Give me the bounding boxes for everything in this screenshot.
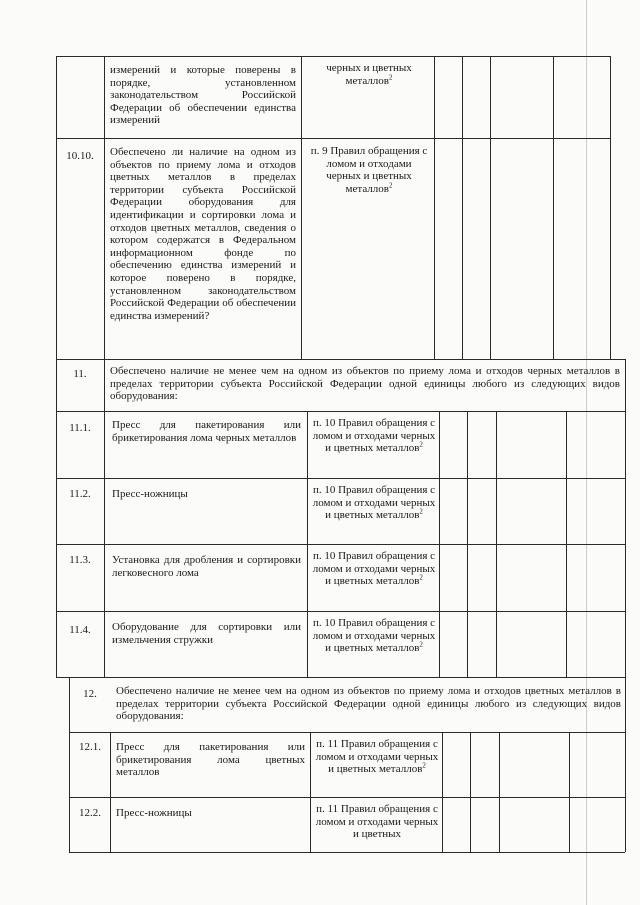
table-border [56,611,625,612]
table-border [625,677,626,852]
row-number: 11.3. [69,554,91,566]
row-text: Обеспечено наличие не менее чем на одном из объектов по приему лома и отходов цветных металлов в пределах территории субъекта Российской Федерации одной единицы любого из следующих видов оборудования: [116,685,621,723]
row-number: 11.1. [69,422,91,434]
table-border [462,56,463,359]
table-border [110,732,111,852]
row-reference: п. 10 Правил обращения с ломом и отходами черных и цветных металлов$^2$ [312,484,436,522]
table-border [104,56,105,359]
table-border [439,411,440,677]
row-text: Пресс для пакетирования или брикетирования лома черных металлов [112,419,301,444]
table-border [569,732,570,852]
table-border [104,411,105,677]
row-number: 11.4. [69,624,91,636]
table-border [56,359,625,360]
row-number: 11. [73,368,87,380]
table-border [434,56,435,359]
row-number: 12.1. [79,741,101,753]
row-reference: п. 11 Правил обращения с ломом и отходами черных и цветных металлов$^2$ [315,738,439,776]
table-border [56,56,610,57]
row-text: Пресс-ножницы [112,488,188,500]
table-border [310,732,311,852]
row-text: измерений и которые поверены в порядке, установленном законодательством Российской Федерации об обеспечении единства измерений [110,64,296,127]
table-border [69,677,70,852]
row-text: Установка для дробления и сортировки легковесного лома [112,554,301,579]
row-reference: черных и цветных металлов$^2$ [326,62,412,87]
row-reference: п. 9 Правил обращения с ломом и отходами черных и цветных металлов$^2$ [310,145,428,195]
table-border [442,732,443,852]
table-border [496,411,497,677]
table-border [470,732,471,852]
row-number: 11.2. [69,488,91,500]
row-reference: п. 10 Правил обращения с ломом и отходами черных и цветных металлов$^2$ [312,417,436,455]
row-text: Пресс для пакетирования или брикетирования лома цветных металлов [116,741,305,779]
table-border [499,732,500,852]
table-border [490,56,491,359]
table-border [553,56,554,359]
table-border [610,56,611,359]
row-reference: п. 10 Правил обращения с ломом и отходами черных и цветных металлов$^2$ [312,617,436,655]
table-border [104,359,105,411]
row-reference: п. 11 Правил обращения с ломом и отходами черных и цветных [315,803,439,841]
table-border [301,56,302,359]
table-border [625,359,626,677]
table-border [56,56,57,359]
table-border [69,732,625,733]
row-text: Обеспечено наличие не менее чем на одном из объектов по приему лома и отходов черных металлов в пределах территории субъекта Российской Федерации одной единицы любого из следующих видов оборудования: [110,365,620,403]
row-number: 12.2. [79,807,101,819]
scan-edge-line [586,0,587,905]
row-text: Пресс-ножницы [116,807,192,819]
table-border [467,411,468,677]
row-text: Обеспечено ли наличие на одном из объектов по приему лома и отходов цветных металлов в пределах территории субъекта Российской Федерации оборудования для идентификации и сортировки лома и отходов цветных металлов, сведения о котором содержатся в Федеральном информационном фонде по обеспечению единства измерений и которое поверено в порядке, установленном законодательством Российской Федерации об обеспечении единства измерений? [110,146,296,322]
table-border [56,544,625,545]
table-border [56,138,610,139]
table-border [56,677,625,678]
table-border [56,478,625,479]
table-border [56,411,625,412]
row-text: Оборудование для сортировки или измельчения стружки [112,621,301,646]
table-border [56,359,57,677]
table-border [69,852,625,853]
row-reference: п. 10 Правил обращения с ломом и отходами черных и цветных металлов$^2$ [312,550,436,588]
table-border [69,797,625,798]
row-number: 12. [83,688,97,700]
table-border [307,411,308,677]
table-border [566,411,567,677]
row-number: 10.10. [66,150,94,162]
